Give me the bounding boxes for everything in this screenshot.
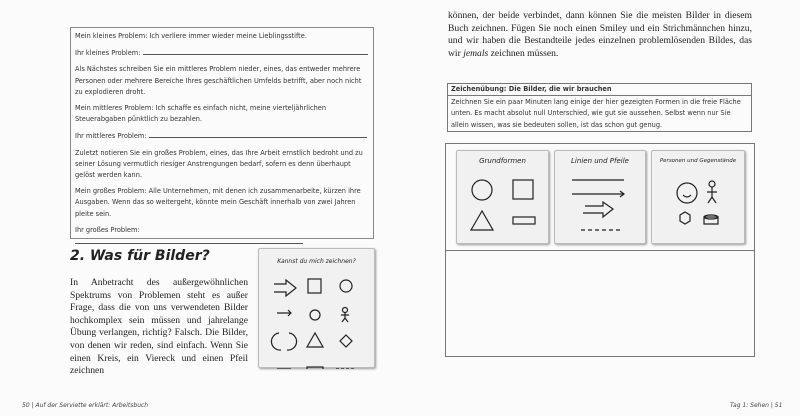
card-people-objects: Personen und Gegenstände [651,150,745,244]
drawing-area [445,143,755,357]
body-paragraph: In Anbetracht des außergewöhnlichen Spektrums von Problemen steht es außer Frage, dass die von uns verwendeten Bilder hochkomplex sein müssen und jahrelange Übung verlangen, richtig? Falsch. Die Bilder, von denen wir reden, sind einfach. Wenn Sie einen Kreis, ein Viereck und einen Pfeil zeichnen [70,277,248,377]
right-footer: Tag 1: Sehen | 51 [730,402,783,409]
left-footer: 50 | Auf der Serviette erklärt: Arbeitsbuch [22,402,149,409]
lines-arrows-icon [555,171,647,241]
mid-problem-field[interactable]: Ihr mittleres Problem: [75,130,369,142]
shapes-sketch-icon [259,269,376,369]
section-heading: 2. Was für Bilder? [70,248,210,264]
exercise-box [447,83,752,132]
mid-problem-instruction: Als Nächstes schreiben Sie ein mittleres Problem nieder, eines, das entweder mehrere Personen oder mehrere Bereiche Ihres geschäftlichen Umfelds betrifft, aber noch nicht zu explodieren droht. [75,65,362,96]
small-problem-field[interactable]: Ihr kleines Problem: [75,47,369,59]
exercise-title: Zeichenübung: Die Bilder, die wir brauchen [448,84,751,96]
big-problem-example: Mein großes Problem: Alle Unternehmen, mit denen ich zusammenarbeite, kürzen ihre Ausgaben. Wenn das so weitergeht, könnte mein Geschäft innerhalb von zwei Jahren pleite sein. [75,187,361,218]
mid-problem-example: Mein mittleres Problem: Ich schaffe es einfach nicht, meine vierteljährlichen Steuerabgaben pünktlich zu bezahlen. [75,104,327,124]
can-you-draw-me-card [258,248,375,368]
big-problem-instruction: Zuletzt notieren Sie ein großes Problem, eines, das Ihre Arbeit ernstlich bedroht und zu seiner Lösung vermutlich riesiger Anstrengungen bedarf, sofern es denn überhaupt gelöst werden kann. [75,148,363,180]
free-drawing-space[interactable] [446,251,754,356]
continued-paragraph: können, der beide verbindet, dann können Sie die meisten Bilder in diesem Buch zeichnen. Fügen Sie noch einen Smiley und ein Strichmännchen hinzu, und wir haben die Bestandteile jedes einzelnen problemlösenden Bildes, das wir jemals zeichnen müssen. [448,10,752,59]
small-problem-example: Mein kleines Problem: Ich verliere immer wieder meine Lieblingsstifte. [75,32,307,40]
big-problem-field[interactable]: Ihr großes Problem: [75,225,369,248]
card-title: Kannst du mich zeichnen? [277,258,356,265]
card-basic-shapes: Grundformen [456,150,549,244]
problem-box [70,27,374,239]
people-objects-icon [652,171,746,241]
basic-shapes-icon [457,171,550,241]
exercise-text: Zeichnen Sie ein paar Minuten lang einige der hier gezeigten Formen in die freie Fläche unten. Es macht absolut null Unterschied, wie gut sie aussehen. Selbst wenn nur Sie allein wissen, was sie bedeuten sollen, ist das schon gut genug. [451,98,741,129]
card-lines-arrows: Linien und Pfeile [554,150,646,244]
